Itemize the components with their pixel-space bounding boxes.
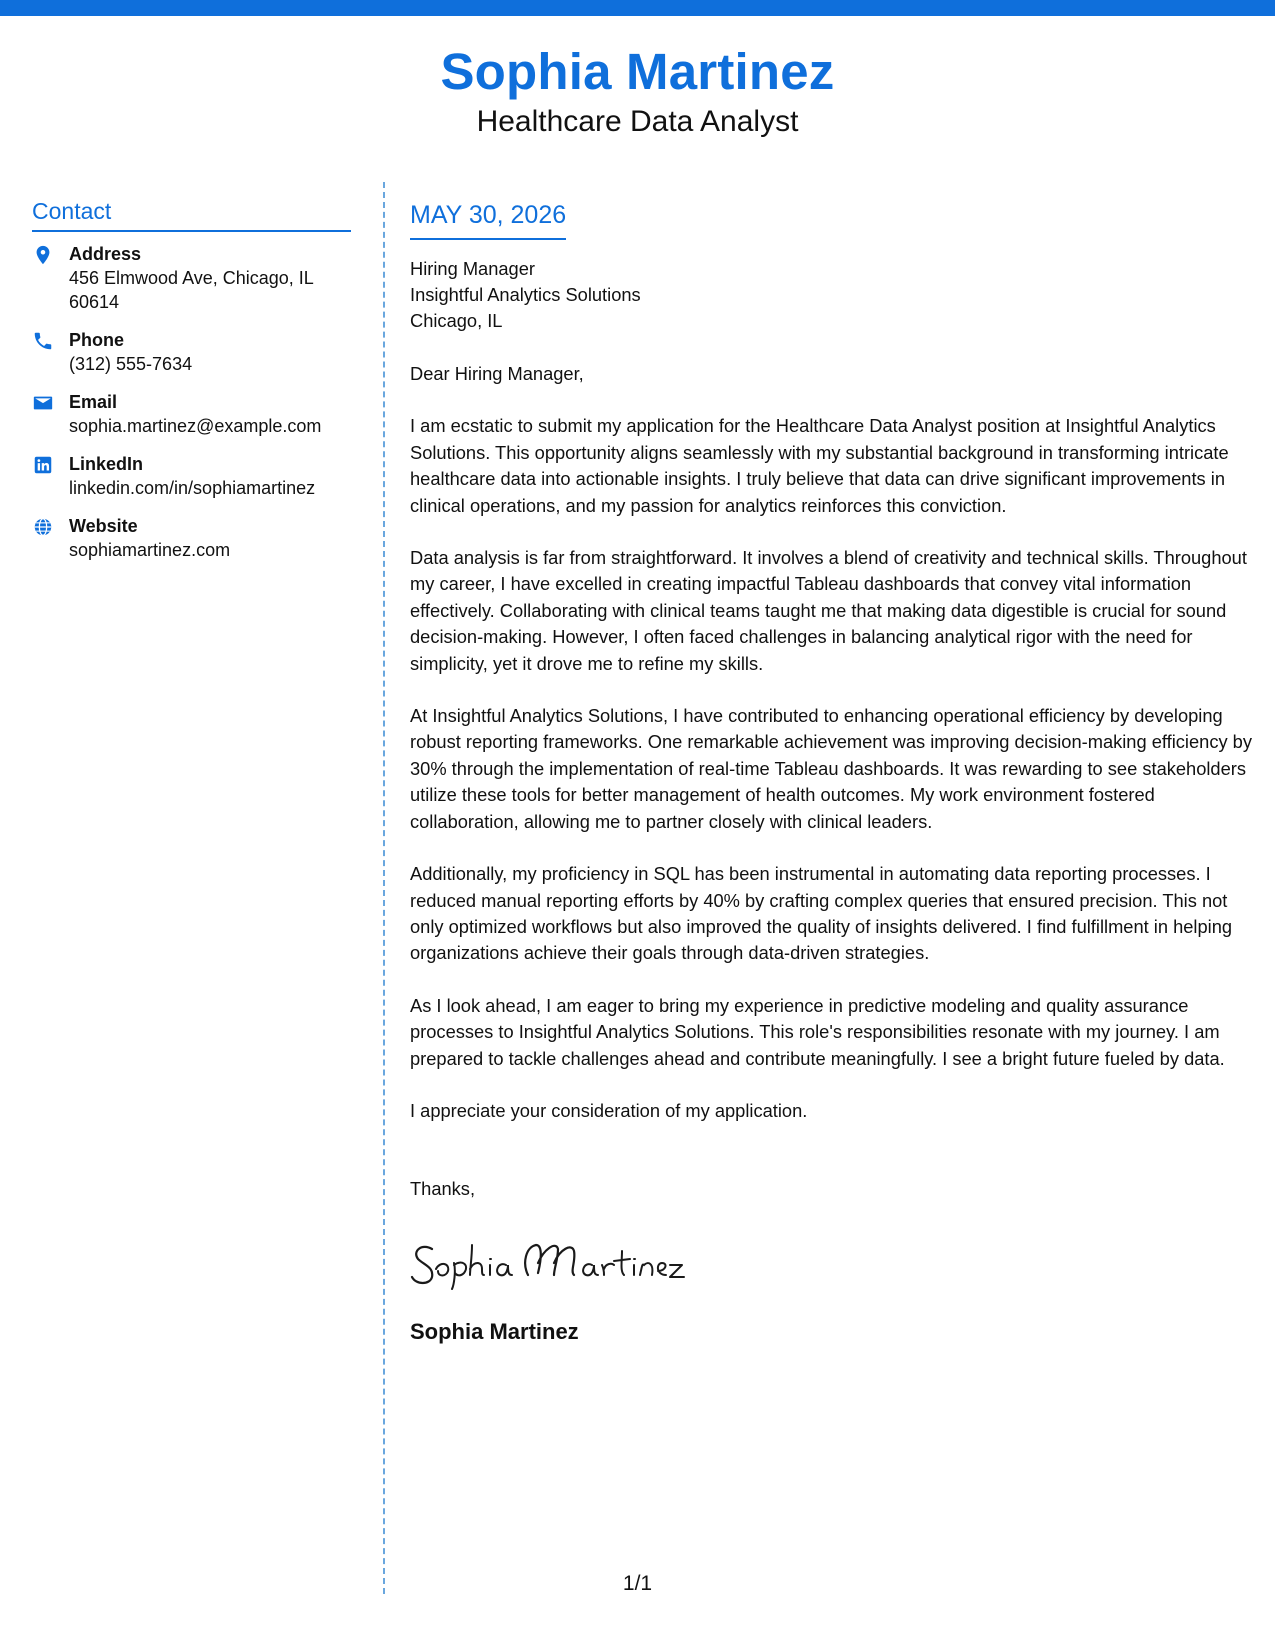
- letter-date: MAY 30, 2026: [410, 198, 566, 240]
- recipient-line: Insightful Analytics Solutions: [410, 284, 641, 305]
- contact-label: Email: [69, 392, 118, 412]
- contact-label: Phone: [69, 330, 125, 350]
- recipient-block: [410, 256, 1255, 334]
- contact-item-email: [32, 390, 351, 438]
- recipient-line: Hiring Manager: [410, 258, 535, 279]
- phone-icon: [32, 330, 54, 352]
- contact-sidebar: [32, 196, 351, 576]
- handwritten-signature: [410, 1233, 1255, 1291]
- contact-heading: Contact: [32, 196, 351, 232]
- email-value[interactable]: sophia.martinez@example.com: [69, 416, 322, 436]
- letter-paragraph: Additionally, my proficiency in SQL has been instrumental in automating data reporting processes. I reduced manual reporting efforts by 40% by crafting complex queries that ensured precision. This not only optimized workflows but also improved the quality of insights delivered. I find fulfillment in helping organizations achieve their goals through data-driven strategies.: [410, 863, 1233, 964]
- letter-paragraph: Data analysis is far from straightforward. It involves a blend of creativity and technical skills. Throughout my career, I have excelled in creating impactful Tableau dashboards that convey vital information effectively. Collaborating with clinical teams taught me that making data digestible is crucial for sound decision-making. However, I often faced challenges in balancing analytical rigor with the need for simplicity, yet it drove me to refine my skills.: [410, 547, 1247, 674]
- column-divider: [383, 182, 385, 1594]
- location-pin-icon: [32, 244, 54, 266]
- salutation: Dear Hiring Manager,: [410, 363, 584, 384]
- top-accent-bar: [0, 0, 1275, 16]
- contact-label: Address: [69, 244, 142, 264]
- applicant-role: Healthcare Data Analyst: [476, 105, 799, 138]
- linkedin-icon: [32, 454, 54, 476]
- contact-item-phone: [32, 328, 351, 376]
- applicant-name: Sophia Martinez: [440, 43, 835, 100]
- contact-item-website: [32, 514, 351, 562]
- phone-value[interactable]: (312) 555-7634: [69, 354, 193, 374]
- linkedin-value[interactable]: linkedin.com/in/sophiamartinez: [69, 478, 316, 498]
- letter-paragraph: At Insightful Analytics Solutions, I have contributed to enhancing operational efficiency by developing robust reporting frameworks. One remarkable achievement was improving decision-making efficiency by 30% through the implementation of real-time Tableau dashboards. It was rewarding to see stakeholders utilize these tools for better management of health outcomes. My work environment fostered collaboration, allowing me to partner closely with clinical leaders.: [410, 705, 1252, 832]
- globe-icon: [32, 516, 54, 538]
- recipient-line: Chicago, IL: [410, 310, 503, 331]
- contact-item-linkedin: [32, 452, 351, 500]
- website-value[interactable]: sophiamartinez.com: [69, 540, 231, 560]
- address-value: 456 Elmwood Ave, Chicago, IL 60614: [69, 268, 314, 312]
- page-number: 1/1: [622, 1572, 653, 1595]
- letter-paragraph: I am ecstatic to submit my application for the Healthcare Data Analyst position at Insightful Analytics Solutions. This opportunity aligns seamlessly with my substantial background in transforming intricate healthcare data into actionable insights. I truly believe that data can drive significant improvements in clinical operations, and my passion for analytics reinforces this conviction.: [410, 415, 1229, 516]
- contact-list: [32, 242, 351, 562]
- letter-paragraph: I appreciate your consideration of my application.: [410, 1099, 808, 1121]
- envelope-icon: [32, 392, 54, 414]
- cover-letter-body: [410, 198, 1255, 1347]
- contact-label: LinkedIn: [69, 454, 144, 474]
- contact-item-address: [32, 242, 351, 314]
- signed-name: Sophia Martinez: [410, 1318, 579, 1344]
- contact-label: Website: [69, 516, 138, 536]
- letter-paragraph: As I look ahead, I am eager to bring my experience in predictive modeling and quality assurance processes to Insightful Analytics Solutions. This role's responsibilities resonate with my journey. I am prepared to tackle challenges ahead and contribute meaningfully. I see a bright future fueled by data.: [410, 994, 1225, 1069]
- resume-header: [0, 42, 1275, 140]
- closing: Thanks,: [410, 1178, 476, 1200]
